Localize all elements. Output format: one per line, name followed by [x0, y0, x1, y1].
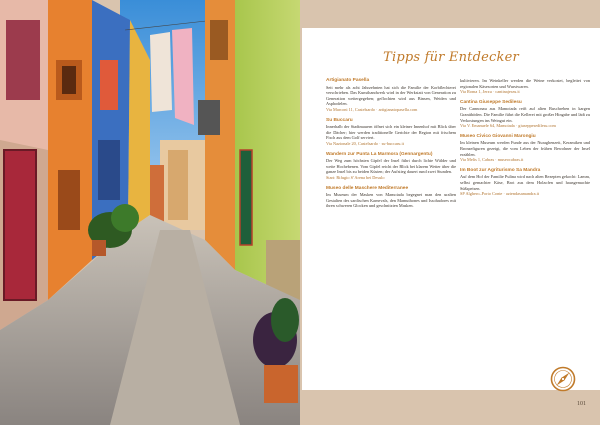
entry-info: Via Melis 1, Cabras · museocabras.it [460, 157, 524, 163]
entry-info: Via Marconi 11, Castelsardo · artigianatopasella.com [326, 106, 418, 112]
entry [460, 168, 590, 197]
entry-info: Via V. Emanuele 64, Mamoiada · giuseppesedilesu.com [460, 123, 556, 129]
entry-heading: Museo Civico Giovanni Marongiu [460, 133, 536, 139]
entry-body: Der Weg zum höchsten Gipfel der Insel führt durch lichte Wälder und weite Hochebenen. Vom Gipfel reicht der Blick bei klarem Wetter über die ganze Insel bis zu beiden Küsten; der Aufstieg dauert rund zwei Stunden. [326, 158, 456, 175]
entry-heading: Im Boot zur Agriturismo Sa Mandra [460, 167, 541, 173]
entry-heading: Cantina Giuseppe Sedilesu [460, 99, 522, 105]
entry-body: Seit mehr als acht Jahrzehnten hat sich die Familie der Korbflechterei verschrieben. Das Kunsthandwerk wird in der Werkstatt von Generation zu Generation weitergegeben; geflochten wird aus Binsen, Weiden und Asphodelen. [326, 84, 456, 107]
entry [326, 78, 456, 113]
column-left [326, 78, 456, 214]
entry-info: SP Alghero–Porto Conte · aziendasamandra.it [460, 191, 539, 197]
entry-heading: Museo delle Maschere Mediterranee [326, 185, 409, 191]
entry-info: Via Roma 1, Jerzu · cantinajerzu.it [460, 89, 520, 95]
entry-heading: Wandern zur Punta La Marmora (Gennargentu) [326, 151, 433, 157]
entry-info: Via Nazionale 20, Castelsardo · su-buccaru.it [326, 140, 404, 146]
entry [326, 118, 456, 147]
entry [460, 100, 590, 129]
entry-body: kultivieren. Im Weinkeller werden die Weine verkostet, begleitet von regionalen Käsesorten und Wurstwaren. [460, 78, 590, 89]
page-title: Tipps für Entdecker [383, 50, 519, 65]
page-number: 101 [577, 401, 586, 407]
entry-body: Der Cannonau aus Mamoiada reift auf alten Buschreben in kargen Granitböden. Die Familie führt die Kellerei mit großer Hingabe und lädt zu Verkostungen ins Weingut ein. [460, 106, 590, 123]
text-page [300, 0, 600, 425]
entry [326, 152, 456, 181]
entry-heading: Su Buccaru [326, 117, 353, 123]
tips-card [302, 28, 600, 390]
entry-body: Auf dem Hof der Familie Pulina wird nach alten Rezepten gekocht: Lamm, selbst gemachter Käse, Brot aus dem Holzofen und hausgemachte Süßspeisen. [460, 174, 590, 191]
entry-body: Im Museum der Masken von Mamoiada begegnet man den uralten Gestalten des sardischen Karnevals, den Mamuthones und Issohadores mit ihren schweren Glocken und geschnitzten Masken. [326, 192, 456, 209]
column-right [460, 78, 590, 202]
entry [460, 78, 590, 95]
entry-body: Im kleinen Museum werden Funde aus der Nuraghenzeit, Keramiken und Bronzefiguren gezeigt, die vom Leben der frühen Bewohner der Insel erzählen. [460, 140, 590, 157]
entry [326, 186, 456, 209]
entry-body: Innerhalb der Stadtmauern öffnet sich ein kleiner Innenhof mit Blick über die Dächer; hier werden traditionelle Gerichte der Region mit frischem Fisch aus dem Golf serviert. [326, 124, 456, 141]
entry-info: Start: Rifugio S’Arena bei Desulo [326, 174, 385, 180]
compass-icon [550, 366, 576, 392]
entry [460, 134, 590, 163]
entry-heading: Artigianato Pasella [326, 78, 370, 83]
